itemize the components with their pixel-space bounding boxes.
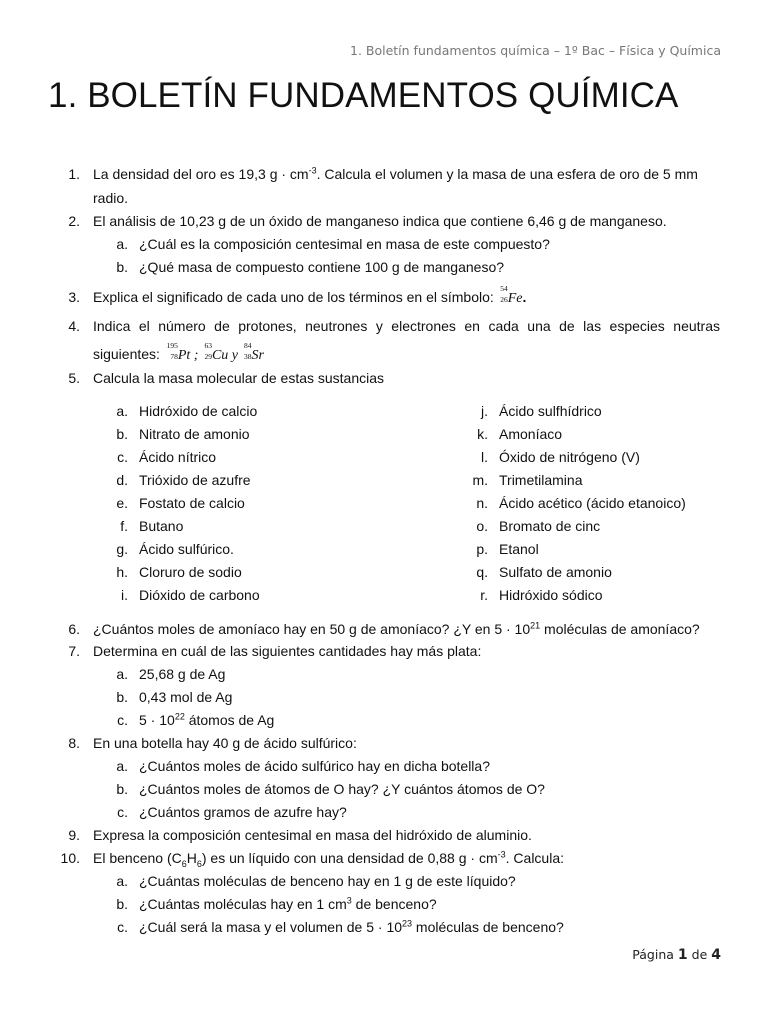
q2-item-letter: a.: [116, 236, 128, 252]
q5-item: Ácido sulfhídrico: [499, 403, 602, 419]
q1-number: 1.: [68, 166, 80, 182]
q5-item-letter: r.: [480, 587, 488, 603]
q10-item-letter: b.: [116, 896, 128, 912]
q2-number: 2.: [68, 213, 80, 229]
q8-item-letter: a.: [116, 758, 128, 774]
q5-item-letter: g.: [116, 541, 128, 557]
q3-number: 3.: [68, 289, 80, 305]
q5-item-letter: m.: [472, 472, 488, 488]
q5-item: Óxido de nitrógeno (V): [499, 449, 640, 465]
q8-item-letter: c.: [117, 804, 128, 820]
q10-text: El benceno $(C_6H_6)$ es un líquido con una densidad de 0,88 $g \cdot cm^{-3}$. Calcula:: [93, 849, 564, 869]
q7-item-letter: c.: [117, 712, 128, 728]
q3-text: Explica el significado de cada uno de los términos en el símbolo: 54 26 Fe.: [93, 283, 527, 306]
q5-item-letter: j.: [481, 403, 488, 419]
q2-item: ¿Qué masa de compuesto contiene 100 g de manganeso?: [139, 259, 505, 275]
q5-number: 5.: [68, 370, 80, 386]
q7-item: 0,43 mol de Ag: [139, 689, 233, 705]
q4-number: 4.: [68, 318, 80, 334]
q5-item: Bromato de cinc: [499, 518, 601, 534]
q5-item: Etanol: [499, 541, 539, 557]
q8-item: ¿Cuántos gramos de azufre hay?: [139, 804, 347, 820]
q4-text-cont: siguientes: 195 78 Pt ; 63 29 Cu y 84 38 Sr: [93, 340, 264, 363]
q5-item-letter: p.: [476, 541, 488, 557]
q5-item: Hidróxido de calcio: [139, 403, 258, 419]
page-number: Página 1 de 4: [632, 947, 721, 963]
q5-item-letter: c.: [117, 449, 128, 465]
q7-item: 25,68 g de Ag: [139, 666, 226, 682]
q9-text: Expresa la composición centesimal en masa del hidróxido de aluminio.: [93, 827, 532, 843]
q10-number: 10.: [60, 850, 80, 866]
q5-item-letter: o.: [476, 518, 488, 534]
q6-number: 6.: [68, 621, 80, 637]
q5-text: Calcula la masa molecular de estas sustancias: [93, 370, 385, 386]
q5-item: Hidróxido sódico: [499, 587, 603, 603]
q5-item: Sulfato de amonio: [499, 564, 612, 580]
q4-text: Indica el número de protones, neutrones y electrones en cada una de las especies neutras: [93, 318, 720, 334]
q5-item: Fostato de calcio: [139, 495, 245, 511]
q5-item-letter: b.: [116, 426, 128, 442]
q5-item-letter: k.: [477, 426, 488, 442]
page-title: 1. BOLETÍN FUNDAMENTOS QUÍMICA: [48, 76, 679, 115]
q1-text: La densidad del oro es 19,3 $g \cdot cm^{-3}$. Calcula el volumen y la masa de una esfera de oro de 5 mm: [93, 165, 698, 182]
isotope-species: 195 78 Pt ; 63 29 Cu y 84 38 Sr: [166, 340, 264, 363]
q5-item-letter: d.: [116, 472, 128, 488]
q7-item: $5 \cdot 10^{22}$ átomos de Ag: [139, 711, 275, 728]
running-header: 1. Boletín fundamentos química – 1º Bac – Física y Química: [350, 43, 721, 58]
q5-item-letter: f.: [120, 518, 128, 534]
q2-item-letter: b.: [116, 259, 128, 275]
q5-item-letter: e.: [116, 495, 128, 511]
q7-item-letter: b.: [116, 689, 128, 705]
q7-item-letter: a.: [116, 666, 128, 682]
q6-text: ¿Cuántos moles de amoníaco hay en 50 g de amoníaco? ¿Y en $5 \cdot 10^{21}$ moléculas de amoníaco?: [93, 620, 700, 637]
q10-item: ¿Cuántas moléculas hay en 1 $cm^3$ de benceno?: [139, 895, 437, 912]
q5-item-letter: a.: [116, 403, 128, 419]
fe-isotope-symbol: 54 26 Fe: [500, 283, 523, 306]
q7-number: 7.: [68, 643, 80, 659]
q7-text: Determina en cuál de las siguientes cantidades hay más plata:: [93, 643, 482, 659]
q1-text-cont: radio.: [93, 190, 129, 206]
q5-item: Trimetilamina: [499, 472, 583, 488]
q5-item-letter: l.: [481, 449, 488, 465]
q8-item: ¿Cuántos moles de ácido sulfúrico hay en dicha botella?: [139, 758, 490, 774]
q5-item: Nitrato de amonio: [139, 426, 250, 442]
q9-number: 9.: [68, 827, 80, 843]
q2-text: El análisis de 10,23 g de un óxido de manganeso indica que contiene 6,46 g de manganeso.: [93, 213, 667, 229]
q5-item-letter: h.: [116, 564, 128, 580]
q5-item-letter: q.: [476, 564, 488, 580]
q8-number: 8.: [68, 735, 80, 751]
q10-item: ¿Cuál será la masa y el volumen de $5 \cdot 10^{23}$ moléculas de benceno?: [139, 918, 564, 935]
q5-item: Ácido sulfúrico.: [139, 541, 234, 557]
q10-item: ¿Cuántas moléculas de benceno hay en 1 g de este líquido?: [139, 873, 516, 889]
q2-item: ¿Cuál es la composición centesimal en masa de este compuesto?: [139, 236, 550, 252]
q5-item: Amoníaco: [499, 426, 563, 442]
q5-item: Dióxido de carbono: [139, 587, 260, 603]
q5-item-letter: i.: [121, 587, 128, 603]
q5-item: Butano: [139, 518, 184, 534]
q5-item: Ácido nítrico: [139, 449, 217, 465]
q5-item: Ácido acético (ácido etanoico): [499, 495, 686, 511]
q8-item-letter: b.: [116, 781, 128, 797]
q10-item-letter: c.: [117, 919, 128, 935]
q5-item: Trióxido de azufre: [139, 472, 251, 488]
q8-item: ¿Cuántos moles de átomos de O hay? ¿Y cuántos átomos de O?: [139, 781, 545, 797]
q5-item: Cloruro de sodio: [139, 564, 242, 580]
q5-item-letter: n.: [476, 495, 488, 511]
q8-text: En una botella hay 40 g de ácido sulfúrico:: [93, 735, 357, 751]
q10-item-letter: a.: [116, 873, 128, 889]
